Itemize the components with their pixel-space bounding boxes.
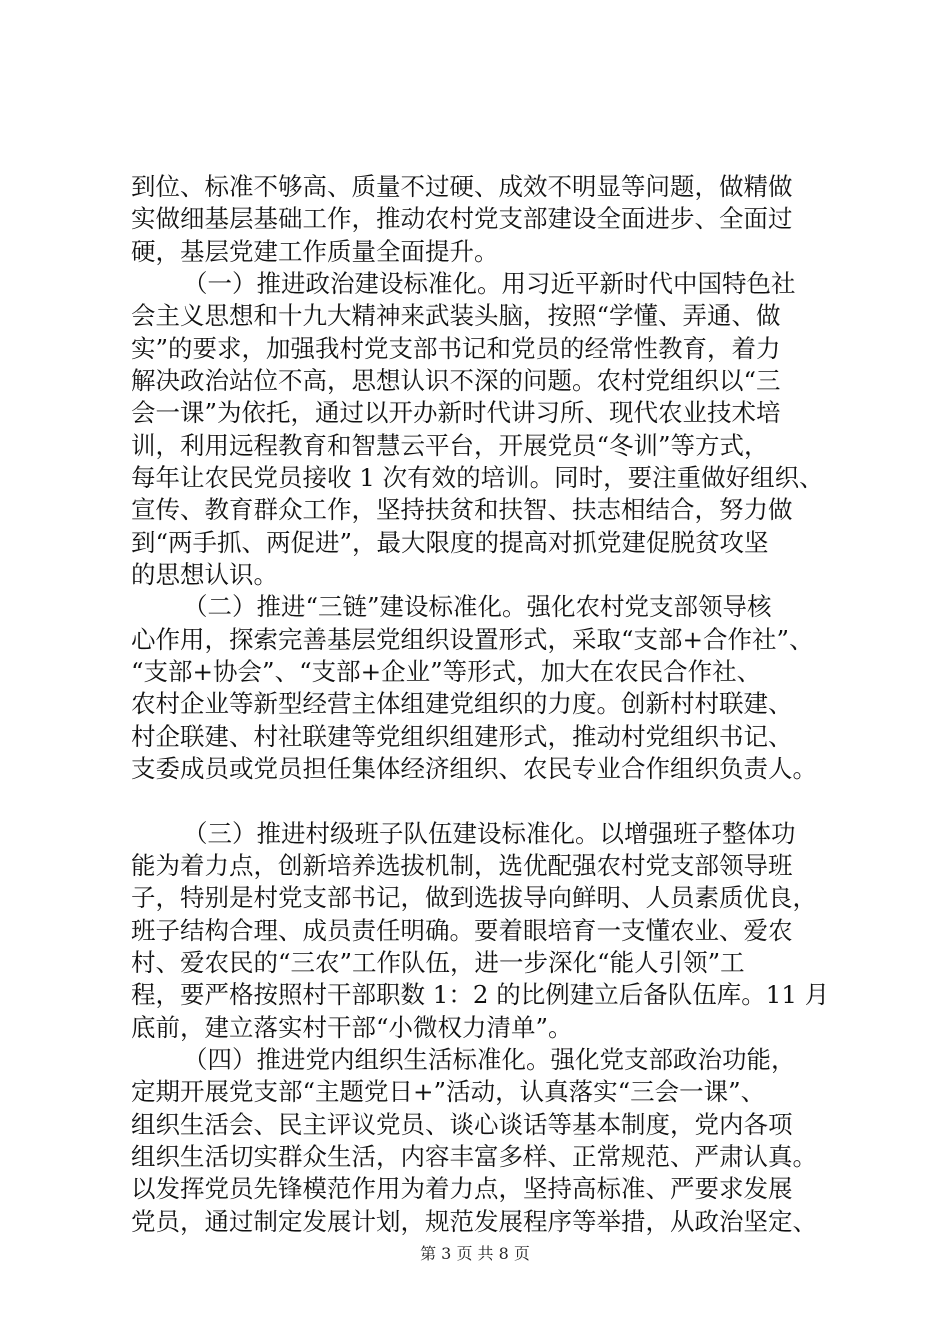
text-line: 到位、标准不够高、质量不过硬、成效不明显等问题，做精做: [131, 172, 793, 201]
text-line: 党员，通过制定发展计划，规范发展程序等举措，从政治坚定、: [131, 1207, 817, 1236]
text-line: 每年让农民党员接收 1 次有效的培训。同时，要注重做好组织、: [131, 463, 824, 492]
text-line: 底前，建立落实村干部“小微权力清单”。: [131, 1013, 573, 1042]
text-line: “支部+协会”、“支部+企业”等形式，加大在农民合作社、: [131, 657, 762, 686]
text-line: 组织生活切实群众生活，内容丰富多样、正常规范、严肃认真。: [131, 1142, 817, 1171]
text-line: 班子结构合理、成员责任明确。要着眼培育一支懂农业、爱农: [131, 916, 793, 945]
text-line: 会一课”为依托，通过以开办新时代讲习所、现代农业技术培: [131, 398, 781, 427]
text-line: 子，特别是村党支部书记，做到选拔导向鲜明、人员素质优良，: [131, 883, 817, 912]
text-line: 到“两手抓、两促进”，最大限度的提高对抓党建促脱贫攻坚: [131, 528, 769, 557]
text-line: 硬，基层党建工作质量全面提升。: [131, 237, 499, 266]
text-line: 解决政治站位不高，思想认识不深的问题。农村党组织以“三: [131, 366, 781, 395]
text-line: 宣传、教育群众工作，坚持扶贫和扶智、扶志相结合，努力做: [131, 495, 793, 524]
text-line: 支委成员或党员担任集体经济组织、农民专业合作组织负责人。: [131, 754, 817, 783]
text-line: 能为着力点，创新培养选拔机制，选优配强农村党支部领导班: [131, 851, 793, 880]
text-line: 以发挥党员先锋模范作用为着力点，坚持高标准、严要求发展: [131, 1174, 793, 1203]
text-line: 村企联建、村社联建等党组织组建形式，推动村党组织书记、: [131, 722, 793, 751]
text-line: 组织生活会、民主评议党员、谈心谈话等基本制度，党内各项: [131, 1110, 793, 1139]
section-3-first-line: （三）推进村级班子队伍建设标准化。以增强班子整体功: [183, 819, 796, 848]
text-line: 定期开展党支部“主题党日+”活动，认真落实“三会一课”、: [131, 1077, 766, 1106]
section-2-first-line: （二）推进“三链”建设标准化。强化农村党支部领导核: [183, 592, 772, 621]
text-line: 的思想认识。: [131, 560, 278, 589]
text-line: 实”的要求，加强我村党支部书记和党员的经常性教育，着力: [131, 334, 781, 363]
text-line: 训，利用远程教育和智慧云平台，开展党员“冬训”等方式，: [131, 431, 769, 460]
text-line: 程，要严格按照村干部职数 1：2 的比例建立后备队伍库。11 月: [131, 980, 830, 1009]
section-1-first-line: （一）推进政治建设标准化。用习近平新时代中国特色社: [183, 269, 796, 298]
text-line: 农村企业等新型经营主体组建党组织的力度。创新村村联建、: [131, 689, 793, 718]
text-line: 心作用，探索完善基层党组织设置形式，采取“支部+合作社”、: [131, 625, 814, 654]
section-4-first-line: （四）推进党内组织生活标准化。强化党支部政治功能，: [183, 1045, 796, 1074]
text-line: 会主义思想和十九大精神来武装头脑，按照“学懂、弄通、做: [131, 301, 781, 330]
page-number-footer: 第 3 页 共 8 页: [420, 1244, 530, 1263]
text-line: 实做细基层基础工作，推动农村党支部建设全面进步、全面过: [131, 204, 793, 233]
text-line: 村、爱农民的“三农”工作队伍，进一步深化“能人引领”工: [131, 948, 745, 977]
